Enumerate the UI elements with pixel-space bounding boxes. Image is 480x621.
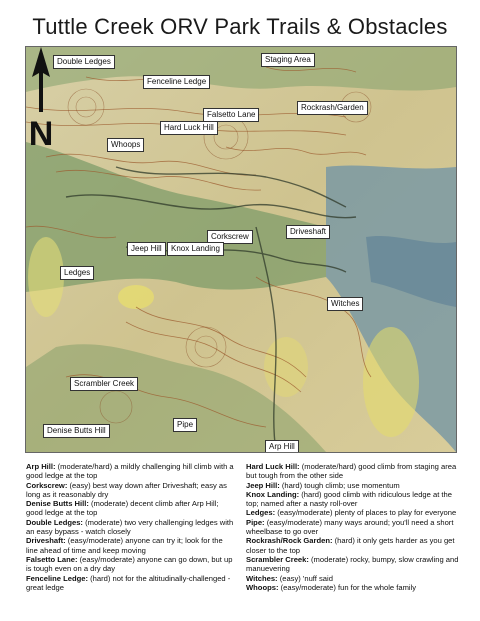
legend-entry [26, 555, 236, 574]
legend-entry-name: Pipe: [246, 517, 265, 527]
map-label-scrambler-creek[interactable]: Scrambler Creek [70, 377, 138, 391]
legend-entry-desc: (hard) it only gets harder as you get closer to the top [246, 536, 455, 555]
map-label-fenceline-ledge[interactable]: Fenceline Ledge [143, 75, 210, 89]
legend-entry-desc: (easy/moderate) plenty of places to play for everyone [277, 508, 457, 518]
map-label-rockrash-garden[interactable]: Rockrash/Garden [297, 101, 368, 115]
legend-entry-name: Driveshaft: [26, 536, 66, 546]
legend-entry [26, 462, 236, 481]
legend-entry [246, 583, 461, 592]
legend-entry-desc: (moderate) decent climb after Arp Hill; good ledge at the top [26, 499, 219, 518]
legend-entry-desc: (easy) 'nuff said [279, 573, 333, 583]
map-label-whoops[interactable]: Whoops [107, 138, 144, 152]
map-label-hard-luck-hill[interactable]: Hard Luck Hill [160, 121, 218, 135]
map-label-corkscrew[interactable]: Corkscrew [207, 230, 253, 244]
legend-entry-desc: (moderate/hard) good climb from staging area but tough from the other side [246, 462, 457, 481]
legend-entry [246, 518, 461, 537]
legend-entry [26, 574, 236, 593]
legend-entry-name: Denise Butts Hill: [26, 499, 89, 509]
legend-entry [246, 536, 461, 555]
legend-entry-desc: (hard) tough climb; use momentum [281, 480, 400, 490]
legend-entry-desc: (hard) not for the altitudinally-challenged - great ledge [26, 573, 231, 592]
map-label-denise-butts-hill[interactable]: Denise Butts Hill [43, 424, 110, 438]
legend-entry [26, 499, 236, 518]
legend-entry [26, 481, 236, 500]
legend-entry-desc: (moderate/hard) a mildly challenging hill climb with a good ledge at the top [26, 462, 234, 481]
legend-entry-desc: (easy/moderate) fun for the whole family [280, 582, 417, 592]
legend-entry-desc: (easy/moderate) anyone can go down, but up is tough even on a dry day [26, 554, 233, 574]
map-label-driveshaft[interactable]: Driveshaft [286, 225, 330, 239]
legend-entry [246, 481, 461, 490]
legend-entry-name: Hard Luck Hill: [246, 462, 300, 471]
legend-entry-desc: (easy/moderate) anyone can try it; look for the line ahead of time and keep moving [26, 536, 223, 555]
legend-entry-name: Fenceline Ledge: [26, 573, 89, 583]
legend-entry [246, 462, 461, 481]
map-label-double-ledges[interactable]: Double Ledges [53, 55, 115, 69]
legend-entry-name: Jeep Hill: [246, 480, 280, 490]
legend-entry-name: Whoops: [246, 582, 279, 592]
legend-entry [26, 536, 236, 555]
legend-entry-desc: (easy) best way down after Driveshaft; easy as long as it reasonably dry [26, 480, 227, 499]
map-label-falsetto-lane[interactable]: Falsetto Lane [203, 108, 259, 122]
legend-entry [26, 518, 236, 537]
map-label-staging-area[interactable]: Staging Area [261, 53, 315, 67]
map-label-arp-hill[interactable]: Arp Hill [265, 440, 299, 453]
north-arrow-icon [26, 47, 56, 157]
legend-entry-name: Rockrash/Rock Garden: [246, 536, 333, 546]
legend-entry-name: Arp Hill: [26, 462, 56, 471]
legend-entry [246, 555, 461, 574]
legend-entry-name: Ledges: [246, 508, 276, 518]
legend-entry-name: Witches: [246, 573, 278, 583]
legend-entry-name: Falsetto Lane: [26, 554, 78, 564]
map-label-knox-landing[interactable]: Knox Landing [167, 242, 224, 256]
legend-right-column [246, 462, 461, 592]
topo-map[interactable] [25, 46, 457, 453]
legend-entry-name: Corkscrew: [26, 480, 68, 490]
map-label-jeep-hill[interactable]: Jeep Hill [127, 242, 166, 256]
legend-entry [246, 490, 461, 509]
map-label-pipe[interactable]: Pipe [173, 418, 197, 432]
legend-entry-desc: (moderate) rocky, bumpy, slow crawling and manuevering [246, 554, 459, 574]
legend-entry-name: Scrambler Creek: [246, 554, 309, 564]
legend-entry [246, 508, 461, 517]
map-label-ledges[interactable]: Ledges [60, 266, 94, 280]
legend-left-column [26, 462, 236, 592]
legend-entry-name: Double Ledges: [26, 517, 83, 527]
legend-entry-desc: (easy/moderate) many ways around; you'll need a short wheelbase to go over [246, 517, 454, 537]
north-letter: N [28, 115, 54, 153]
map-label-witches[interactable]: Witches [327, 297, 363, 311]
page-title: Tuttle Creek ORV Park Trails & Obstacles [32, 14, 448, 39]
legend-entry [246, 574, 461, 583]
legend-entry-desc: (moderate) two very challenging ledges with an easy bypass - watch closely [26, 517, 234, 537]
legend-entry-name: Knox Landing: [246, 489, 300, 499]
legend-entry-desc: (hard) good climb with ridiculous ledge at the top; named after a nasty roll-over [246, 489, 452, 509]
